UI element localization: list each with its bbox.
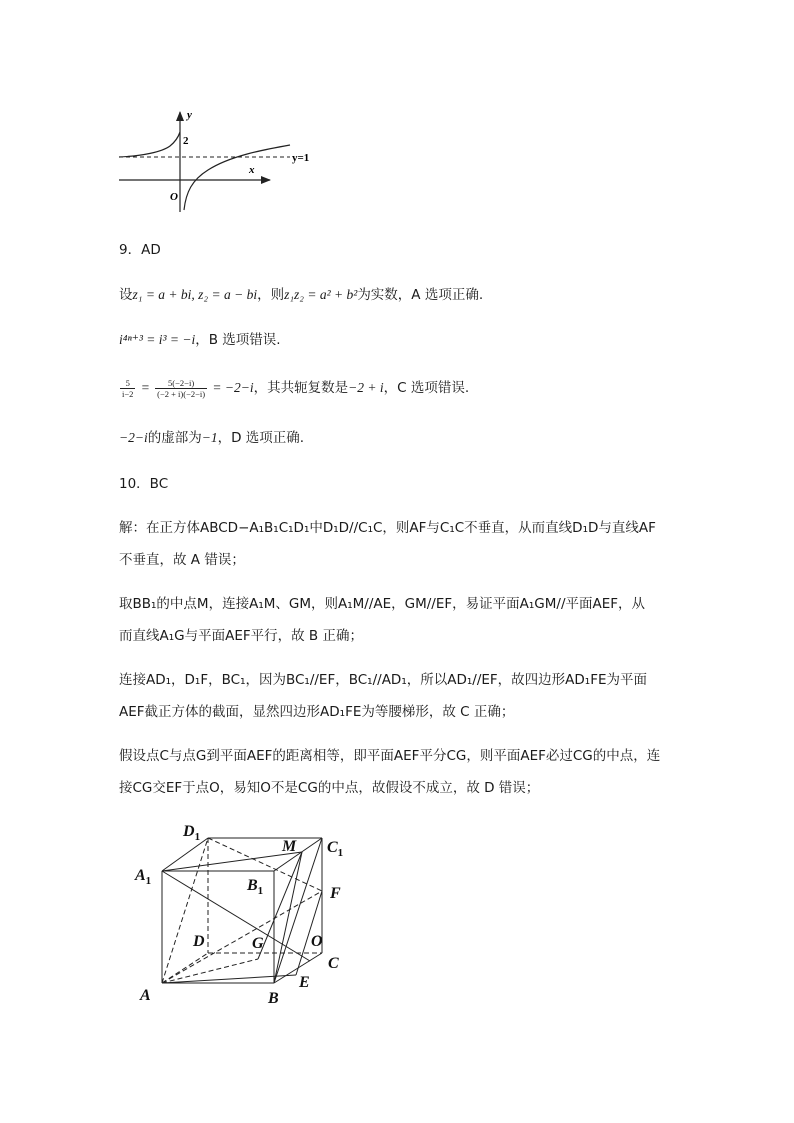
- label-g: G: [252, 935, 264, 952]
- q10-para2-line2: 而直线A₁G与平面AEF平行，故 B 正确；: [119, 628, 363, 644]
- label-a: A: [140, 987, 151, 1004]
- q10-heading: 10．BC: [119, 476, 169, 492]
- function-graph: [112, 102, 322, 214]
- asymptote-label: y=1: [292, 152, 310, 164]
- q10-para1-line2: 不垂直，故 A 错误；: [119, 552, 245, 568]
- q10-para4-line2: 接CG交EF于点O，易知O不是CG的中点，故假设不成立，故 D 错误；: [119, 780, 540, 796]
- label-o: O: [311, 933, 323, 950]
- cube-figure: [125, 818, 360, 1010]
- q10-para1-line1: 解：在正方体ABCD−A₁B₁C₁D₁中D₁D//C₁C，则AF与C₁C不垂直，从而直线D₁D与直线AF: [119, 520, 656, 536]
- label-d: D: [193, 933, 205, 950]
- right-branch: [184, 145, 290, 210]
- label-f: F: [330, 885, 341, 902]
- y-label: y: [187, 109, 192, 121]
- q10-para4-line1: 假设点C与点G到平面AEF的距离相等，即平面AEF平分CG，则平面AEF必过CG的中点，连: [119, 748, 661, 764]
- fraction-2: $\frac{5(-2-i)}{(-2 + i)(-2-i)}$: [157, 377, 206, 399]
- left-branch: [119, 132, 180, 157]
- label-c1: $C_1$: [327, 839, 344, 859]
- q9-heading: 9．AD: [119, 242, 161, 258]
- x-label: x: [249, 164, 255, 176]
- two-label: 2: [183, 135, 189, 147]
- origin-label: O: [170, 191, 178, 203]
- q10-para3-line1: 连接AD₁，D₁F，BC₁，因为BC₁//EF，BC₁//AD₁，所以AD₁//EF，故四边形AD₁FE为平面: [119, 672, 648, 688]
- label-b1: $B_1$: [247, 877, 264, 897]
- label-m: M: [282, 838, 297, 855]
- label-b: B: [268, 990, 279, 1007]
- label-d1: $D_1$: [183, 823, 201, 843]
- q9-line-a: 设z₁ = a + bi, z₂ = a − bi，则z₁z₂ = a² + b²为实数，A 选项正确.: [119, 287, 484, 303]
- q9-line-c: $\frac{5}{i-2}$ = $\frac{5(-2-i)}{(-2 + i)(-2-i)}$ = −2−i，其共轭复数是−2 + i，C 选项错误.: [122, 377, 470, 399]
- q10-para3-line2: AEF截正方体的截面，显然四边形AD₁FE为等腰梯形，故 C 正确；: [119, 704, 515, 720]
- q9-line-d: −2−i的虚部为−1，D 选项正确.: [119, 430, 305, 446]
- label-a1: $A_1$: [135, 867, 152, 887]
- q10-para2-line1: 取BB₁的中点M，连接A₁M、GM，则A₁M//AE，GM//EF，易证平面A₁GM//平面AEF，从: [119, 596, 646, 612]
- label-e: E: [299, 974, 310, 991]
- fraction-1: $\frac{5}{i-2}$: [122, 377, 134, 399]
- q9-line-b: i⁴ⁿ⁺³ = i³ = −i，B 选项错误.: [119, 332, 281, 348]
- label-c: C: [328, 955, 339, 972]
